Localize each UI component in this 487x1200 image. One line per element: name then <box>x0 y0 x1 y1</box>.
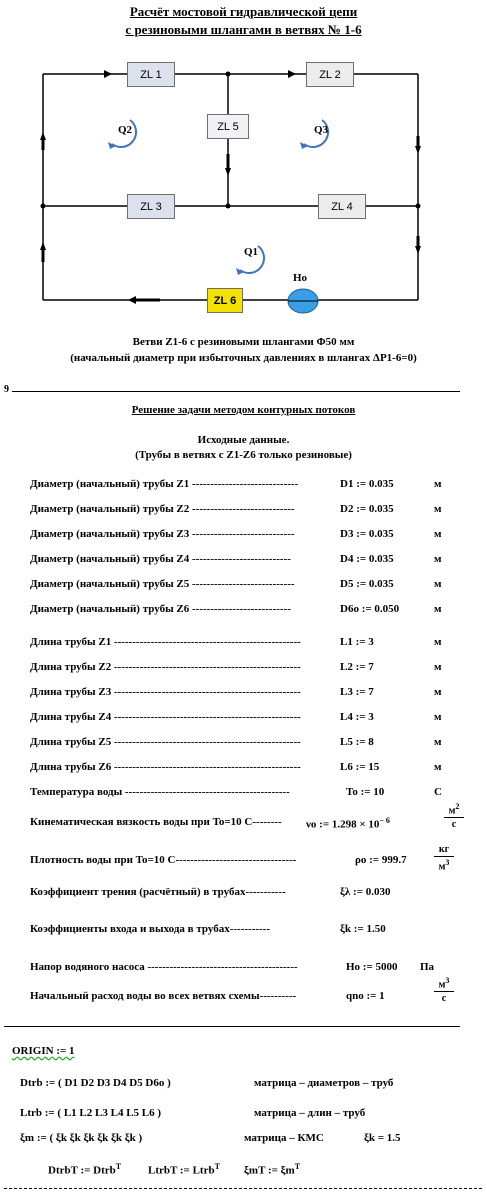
param-value[interactable]: D2 := 0.035 <box>340 503 394 515</box>
param-unit: м <box>434 736 442 748</box>
param-value[interactable]: ξλ := 0.030 <box>340 886 391 898</box>
input-heading-line1: Исходные данные. <box>197 434 290 446</box>
matrix-ltrb-desc: матрица – длин – труб <box>254 1107 366 1119</box>
param-row-friction <box>0 886 487 904</box>
param-value[interactable]: L5 := 8 <box>340 736 374 748</box>
param-unit: м <box>434 636 442 648</box>
transpose-dtrb[interactable]: DtrbT := Dtrb$^T$ <box>48 1162 122 1177</box>
param-unit: м <box>434 686 442 698</box>
param-label: Диаметр (начальный) трубы Z1 ----------------------------- <box>30 478 299 490</box>
param-row-l2 <box>0 661 487 679</box>
param-row-d6 <box>0 603 487 621</box>
transpose-ltrb[interactable]: LtrbT := Ltrb$^T$ <box>148 1162 220 1177</box>
param-unit: м <box>434 503 442 515</box>
param-row-d5 <box>0 578 487 596</box>
param-label: Длина трубы Z2 --------------------------------------------------- <box>30 661 301 673</box>
param-label: Диаметр (начальный) трубы Z4 --------------------------- <box>30 553 291 565</box>
matrix-ltrb[interactable]: Ltrb := ( L1 L2 L3 L4 L5 L6 ) <box>20 1107 162 1119</box>
param-label: Диаметр (начальный) трубы Z5 ---------------------------- <box>30 578 295 590</box>
param-row-d2 <box>0 503 487 521</box>
xik-result: ξk = 1.5 <box>364 1132 401 1144</box>
param-unit: м <box>434 761 442 773</box>
param-row-temperature <box>0 786 487 804</box>
loop-label-q1: Q1 <box>244 246 259 258</box>
param-unit: м <box>434 578 442 590</box>
page-title-line1: Расчёт мостовой гидравлической цепи <box>129 4 358 19</box>
param-value[interactable]: D6o := 0.050 <box>340 603 400 615</box>
param-label: Коэффициенты входа и выхода в трубах----------- <box>30 923 271 935</box>
param-row-density <box>0 844 487 884</box>
param-unit: м <box>434 478 442 490</box>
param-value[interactable]: D4 := 0.035 <box>340 553 394 565</box>
transpose-xim[interactable]: ξmT := $\xi m^T$ <box>244 1162 301 1177</box>
param-row-l1 <box>0 636 487 654</box>
pump-label: Ho <box>293 272 308 284</box>
param-label: Кинематическая вязкость воды при To=10 C-------- <box>30 816 282 828</box>
param-value[interactable]: D5 := 0.035 <box>340 578 394 590</box>
pipe-zl4: ZL 4 <box>318 194 366 219</box>
caption-line1: Ветви Z1-6 с резиновыми шлангами Φ50 мм <box>132 336 355 348</box>
matrix-dtrb-desc: матрица – диаметров – труб <box>254 1077 394 1089</box>
param-row-viscosity <box>0 802 487 846</box>
caption-line2: (начальный диаметр при избыточных давлениях в шлангах ΔP1-6=0) <box>70 352 417 364</box>
param-value[interactable]: ρo := 999.7 <box>355 854 407 866</box>
param-row-inout <box>0 923 487 941</box>
param-row-l5 <box>0 736 487 754</box>
param-row-d1 <box>0 478 487 496</box>
pipe-zl1: ZL 1 <box>127 62 175 87</box>
param-unit: м <box>434 661 442 673</box>
param-label: Длина трубы Z4 --------------------------------------------------- <box>30 711 301 723</box>
hydraulic-bridge-diagram <box>0 50 487 330</box>
param-label: Температура воды --------------------------------------------- <box>30 786 290 798</box>
param-label: Длина трубы Z1 --------------------------------------------------- <box>30 636 301 648</box>
param-label: Длина трубы Z6 --------------------------------------------------- <box>30 761 301 773</box>
pipe-zl6: ZL 6 <box>207 288 243 313</box>
param-value[interactable]: νo := $1.298 \times 10^{- 6}$ <box>306 816 390 831</box>
param-value[interactable]: L2 := 7 <box>340 661 374 673</box>
param-label: Коэффициент трения (расчётный) в трубах----------- <box>30 886 286 898</box>
param-unit: Па <box>420 961 435 973</box>
param-value[interactable]: D3 := 0.035 <box>340 528 394 540</box>
matrix-dtrb[interactable]: Dtrb := ( D1 D2 D3 D4 D5 D6o ) <box>20 1077 171 1089</box>
param-label: Диаметр (начальный) трубы Z3 ---------------------------- <box>30 528 295 540</box>
param-value[interactable]: L3 := 7 <box>340 686 374 698</box>
flow-arrows <box>40 70 421 304</box>
param-value[interactable]: ξk := 1.50 <box>340 923 386 935</box>
param-label: Напор водяного насоса ----------------------------------------- <box>30 961 298 973</box>
param-row-head <box>0 961 487 979</box>
param-unit: м <box>434 528 442 540</box>
param-value[interactable]: Ho := 5000 <box>346 961 398 973</box>
param-label: Длина трубы Z3 --------------------------------------------------- <box>30 686 301 698</box>
param-value[interactable]: L1 := 3 <box>340 636 374 648</box>
param-label: Диаметр (начальный) трубы Z2 ---------------------------- <box>30 503 295 515</box>
param-label: Диаметр (начальный) трубы Z6 --------------------------- <box>30 603 291 615</box>
param-label: Начальный расход воды во всех ветвях схемы---------- <box>30 990 297 1002</box>
matrix-xim[interactable]: ξm := ( ξk ξk ξk ξk ξk ξk ) <box>20 1132 143 1144</box>
param-label: Длина трубы Z5 --------------------------------------------------- <box>30 736 301 748</box>
matrix-xim-desc: матрица – КМС <box>244 1132 324 1144</box>
param-value[interactable]: To := 10 <box>346 786 385 798</box>
param-value[interactable]: D1 := 0.035 <box>340 478 394 490</box>
param-value[interactable]: L4 := 3 <box>340 711 374 723</box>
param-row-l6 <box>0 761 487 779</box>
param-unit: м <box>434 603 442 615</box>
param-unit: $м^2$ c <box>444 802 464 830</box>
param-row-flow <box>0 976 487 1020</box>
param-value[interactable]: L6 := 15 <box>340 761 380 773</box>
param-row-d4 <box>0 553 487 571</box>
loop-label-q3: Q3 <box>314 124 329 136</box>
param-unit: м <box>434 553 442 565</box>
section-number: 9 <box>4 384 9 395</box>
pipe-zl3: ZL 3 <box>127 194 175 219</box>
page-bottom-divider <box>4 1188 482 1189</box>
param-row-l3 <box>0 686 487 704</box>
param-row-d3 <box>0 528 487 546</box>
pipe-zl5: ZL 5 <box>207 114 249 139</box>
param-unit: кг $м^3$ <box>434 844 454 872</box>
section-divider <box>4 1026 460 1027</box>
section-title: Решение задачи методом контурных потоков <box>131 404 356 416</box>
param-row-l4 <box>0 711 487 729</box>
param-unit: C <box>434 786 442 798</box>
input-heading-line2: (Трубы в ветвях с Z1-Z6 только резиновые) <box>135 449 352 461</box>
origin-statement[interactable]: ORIGIN := 1 <box>12 1045 75 1057</box>
page-title-line2: с резиновыми шлангами в ветвях № 1-6 <box>125 22 362 37</box>
loop-label-q2: Q2 <box>118 124 133 136</box>
param-label: Плотность воды при To=10 C--------------------------------- <box>30 854 297 866</box>
param-unit: м <box>434 711 442 723</box>
section-divider <box>12 391 460 392</box>
pipe-zl2: ZL 2 <box>306 62 354 87</box>
param-value[interactable]: qno := 1 <box>346 990 385 1002</box>
param-unit: $м^3$ c <box>434 976 454 1004</box>
